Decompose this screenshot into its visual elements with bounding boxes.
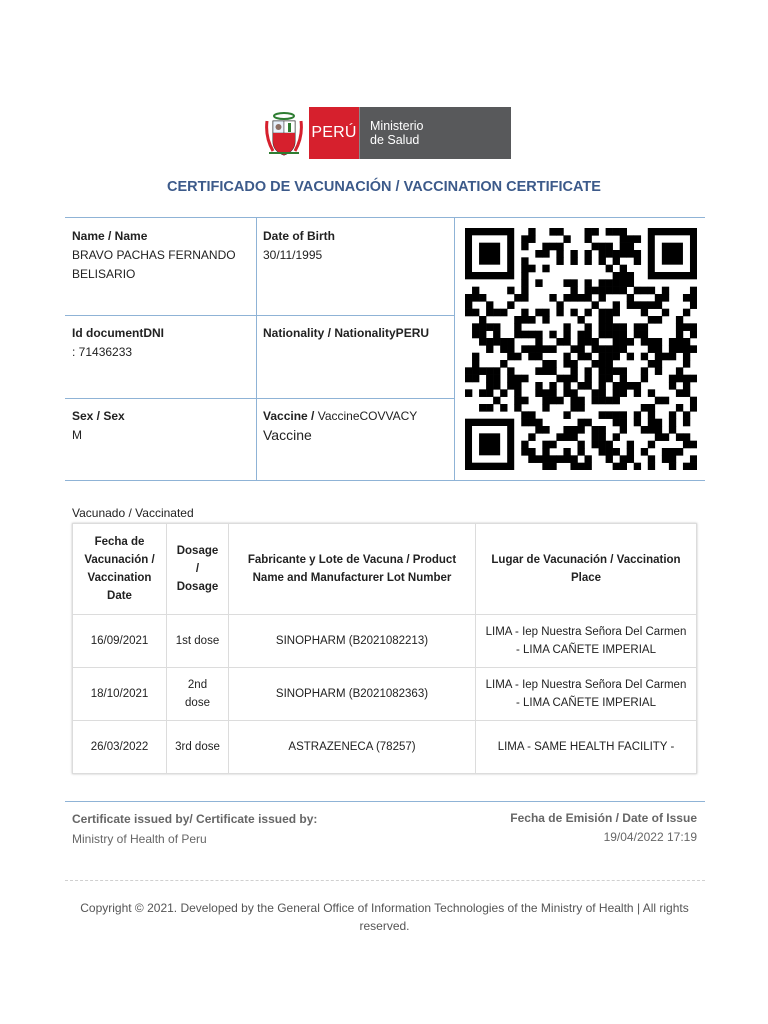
vaccine-value: Vaccine [263,427,312,443]
dose-product: SINOPHARM (B2021082363) [229,668,476,721]
issue-date-value: 19/04/2022 17:19 [603,830,697,844]
dob-cell [256,219,454,273]
header-product: Fabricante y Lote de Vacuna / Product Name and Manufacturer Lot Number [229,524,476,615]
nationality-label: Nationality / NationalityPERU [263,326,430,340]
copyright-text: Copyright © 2021. Developed by the General Office of Information Technologies of the Ministry of Health | All rights reserved. [80,901,689,933]
table-header-row [73,524,697,615]
table-row [73,668,697,721]
sex-cell [65,399,256,453]
footer-divider [65,801,705,802]
dose-product: SINOPHARM (B2021082213) [229,615,476,668]
qr-code-icon [465,228,697,470]
dose-number: 3rd dose [167,721,229,774]
dose-number: 2nd dose [167,668,229,721]
ministry-logo [265,107,511,159]
table-row [73,615,697,668]
peru-label: PERÚ [309,107,359,159]
vaccine-label: Vaccine / [263,409,315,423]
issued-by-label: Certificate issued by/ Certificate issued by: [72,812,318,826]
dose-date: 26/03/2022 [73,721,167,774]
dob-value: 30/11/1995 [263,248,323,262]
header-date: Fecha de Vacunación / Vaccination Date [73,524,167,615]
ministry-line-2: de Salud [370,133,420,147]
qr-code-container [465,228,697,475]
ministry-name [359,107,511,159]
id-value: : 71436233 [72,345,133,359]
grid-divider [454,218,455,480]
issued-by-value: Ministry of Health of Peru [72,832,207,846]
name-value: BRAVO PACHAS FERNANDO BELISARIO [72,248,236,281]
dose-date: 18/10/2021 [73,668,167,721]
header-place: Lugar de Vacunación / Vaccination Place [476,524,697,615]
dose-date: 16/09/2021 [73,615,167,668]
issue-date-label: Fecha de Emisión / Date of Issue [510,811,697,825]
sex-value: M [72,428,82,442]
dob-label: Date of Birth [263,229,335,243]
name-label: Name / Name [72,229,148,243]
certificate-title: CERTIFICADO DE VACUNACIÓN / VACCINATION CERTIFICATE [167,179,601,195]
doses-table [72,523,697,774]
header-dosage: Dosage / Dosage [167,524,229,615]
id-cell [65,316,256,370]
dose-place: LIMA - SAME HEALTH FACILITY - [476,721,697,774]
dose-product: ASTRAZENECA (78257) [229,721,476,774]
dashed-divider [65,880,705,881]
dose-place: LIMA - Iep Nuestra Señora Del Carmen - LIMA CAÑETE IMPERIAL [476,615,697,668]
dose-number: 1st dose [167,615,229,668]
person-info-grid [65,217,705,481]
ministry-line-1: Ministerio [370,119,424,133]
name-cell [65,219,256,292]
id-label: Id documentDNI [72,326,164,340]
nationality-cell [256,316,454,351]
peru-coat-of-arms-icon [265,107,303,159]
vaccine-label-rest: VaccineCOVVACY [314,409,418,423]
dose-place: LIMA - Iep Nuestra Señora Del Carmen - LIMA CAÑETE IMPERIAL [476,668,697,721]
table-row [73,721,697,774]
vaccinated-label: Vacunado / Vaccinated [72,506,194,520]
sex-label: Sex / Sex [72,409,125,423]
vaccine-cell [256,399,454,452]
